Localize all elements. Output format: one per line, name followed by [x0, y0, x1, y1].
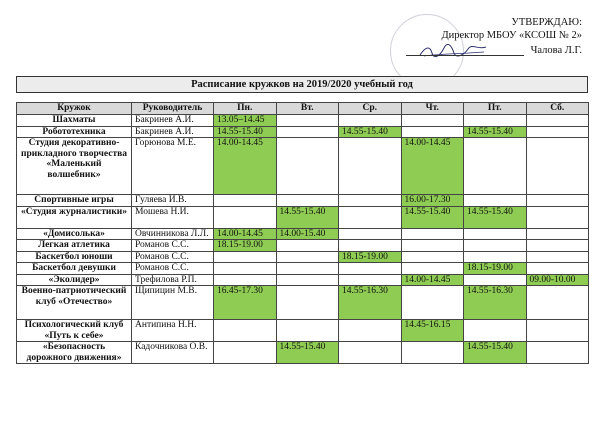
table-row	[17, 342, 589, 364]
time-slot	[464, 228, 527, 240]
time-slot: 14.00-14.45	[401, 138, 464, 195]
leader-name: Горюнова М.Е.	[132, 138, 214, 195]
time-slot: 14.55-15.40	[276, 342, 339, 364]
time-slot	[276, 286, 339, 320]
club-name: «Домисолька»	[17, 228, 132, 240]
table-row	[17, 126, 589, 138]
time-slot: 14.00-14.45	[214, 228, 277, 240]
time-slot	[401, 251, 464, 263]
time-slot	[214, 251, 277, 263]
header-day: Сб.	[526, 103, 589, 115]
club-name: «Безопасность дорожного движения»	[17, 342, 132, 364]
time-slot	[401, 126, 464, 138]
time-slot: 14.55-16.30	[464, 286, 527, 320]
time-slot	[339, 115, 402, 127]
time-slot	[526, 342, 589, 364]
time-slot	[526, 228, 589, 240]
table-title: Расписание кружков на 2019/2020 учебный год	[16, 76, 588, 93]
leader-name: Кадочникова О.В.	[132, 342, 214, 364]
time-slot	[276, 138, 339, 195]
time-slot: 14.55-15.40	[339, 126, 402, 138]
time-slot	[214, 206, 277, 228]
time-slot	[214, 263, 277, 275]
header-row	[17, 103, 589, 115]
club-name: Психологический клуб «Путь к себе»	[17, 320, 132, 342]
time-slot: 14.00-14.45	[401, 274, 464, 286]
time-slot	[276, 240, 339, 252]
time-slot	[401, 286, 464, 320]
time-slot	[214, 320, 277, 342]
leader-name: Гуляева И.В.	[132, 195, 214, 207]
table-row	[17, 240, 589, 252]
time-slot	[464, 240, 527, 252]
time-slot	[276, 251, 339, 263]
time-slot	[339, 195, 402, 207]
header-day: Пт.	[464, 103, 527, 115]
time-slot	[339, 263, 402, 275]
time-slot	[401, 115, 464, 127]
time-slot	[464, 320, 527, 342]
time-slot	[526, 263, 589, 275]
time-slot: 14.45-16.15	[401, 320, 464, 342]
director-position: Директор МБОУ «КСОШ № 2»	[441, 30, 582, 41]
header-day: Вт.	[276, 103, 339, 115]
time-slot: 14.00-15.40	[276, 228, 339, 240]
header-day: Ср.	[339, 103, 402, 115]
time-slot	[276, 320, 339, 342]
time-slot	[526, 206, 589, 228]
time-slot	[339, 206, 402, 228]
approval-block	[362, 16, 582, 58]
club-name: Спортивные игры	[17, 195, 132, 207]
time-slot	[214, 342, 277, 364]
time-slot: 14.55-15.40	[464, 126, 527, 138]
club-name: Студия декоративно-прикладного творчества «Маленький волшебник»	[17, 138, 132, 195]
table-row	[17, 320, 589, 342]
time-slot: 14.55-15.40	[214, 126, 277, 138]
leader-name: Романов С.С.	[132, 251, 214, 263]
table-row	[17, 206, 589, 228]
table-row	[17, 138, 589, 195]
time-slot	[464, 195, 527, 207]
time-slot	[339, 240, 402, 252]
time-slot: 18.15-19.00	[214, 240, 277, 252]
leader-name: Романов С.С.	[132, 240, 214, 252]
approval-title: УТВЕРЖДАЮ:	[511, 17, 582, 28]
table-row	[17, 228, 589, 240]
table-row	[17, 274, 589, 286]
time-slot	[339, 342, 402, 364]
time-slot: 14.55-15.40	[464, 342, 527, 364]
club-name: Баскетбол юноши	[17, 251, 132, 263]
time-slot	[276, 115, 339, 127]
leader-name: Трефилова Р.П.	[132, 274, 214, 286]
table-row	[17, 286, 589, 320]
time-slot	[526, 195, 589, 207]
time-slot	[526, 115, 589, 127]
club-name: Военно-патриотический клуб «Отечество»	[17, 286, 132, 320]
time-slot	[526, 286, 589, 320]
time-slot: 18.15-19.00	[339, 251, 402, 263]
club-name: «Эколидер»	[17, 274, 132, 286]
time-slot	[276, 263, 339, 275]
time-slot	[464, 251, 527, 263]
club-name: Шахматы	[17, 115, 132, 127]
time-slot: 14.55-15.40	[464, 206, 527, 228]
table-row	[17, 115, 589, 127]
time-slot	[339, 138, 402, 195]
leader-name: Бакринев А.И.	[132, 115, 214, 127]
leader-name: Антипина Н.Н.	[132, 320, 214, 342]
time-slot	[214, 274, 277, 286]
time-slot	[401, 263, 464, 275]
time-slot	[276, 274, 339, 286]
leader-name: Бакринев А.И.	[132, 126, 214, 138]
time-slot	[464, 115, 527, 127]
leader-name: Овчинникова Л.Л.	[132, 228, 214, 240]
leader-name: Мошева Н.И.	[132, 206, 214, 228]
club-name: Баскетбол девушки	[17, 263, 132, 275]
time-slot	[526, 126, 589, 138]
time-slot	[526, 320, 589, 342]
time-slot: 13.05–14.45	[214, 115, 277, 127]
time-slot: 14.55-15.40	[401, 206, 464, 228]
time-slot	[401, 240, 464, 252]
club-name: «Студия журналистики»	[17, 206, 132, 228]
header-day: Пн.	[214, 103, 277, 115]
time-slot	[526, 251, 589, 263]
time-slot	[339, 320, 402, 342]
leader-name: Романов С.С.	[132, 263, 214, 275]
signature-line	[406, 55, 524, 56]
time-slot: 16.00-17.30	[401, 195, 464, 207]
time-slot	[276, 195, 339, 207]
schedule-table	[16, 102, 589, 364]
table-row	[17, 195, 589, 207]
time-slot	[401, 342, 464, 364]
time-slot	[339, 274, 402, 286]
time-slot	[526, 138, 589, 195]
signature-row	[362, 42, 582, 58]
time-slot	[339, 228, 402, 240]
time-slot: 14.55-15.40	[276, 206, 339, 228]
table-row	[17, 251, 589, 263]
header-leader: Руководитель	[132, 103, 214, 115]
time-slot: 16.45-17.30	[214, 286, 277, 320]
time-slot: 14.00-14.45	[214, 138, 277, 195]
time-slot	[276, 126, 339, 138]
signer-name: Чалова Л.Г.	[530, 45, 582, 56]
time-slot: 18.15-19.00	[464, 263, 527, 275]
time-slot	[401, 228, 464, 240]
time-slot	[464, 138, 527, 195]
time-slot: 09.00-10.00	[526, 274, 589, 286]
time-slot: 14.55-16.30	[339, 286, 402, 320]
time-slot	[526, 240, 589, 252]
leader-name: Щипицин М.В.	[132, 286, 214, 320]
table-row	[17, 263, 589, 275]
club-name: Робототехника	[17, 126, 132, 138]
time-slot	[214, 195, 277, 207]
club-name: Легкая атлетика	[17, 240, 132, 252]
header-club: Кружок	[17, 103, 132, 115]
header-day: Чт.	[401, 103, 464, 115]
time-slot	[464, 274, 527, 286]
